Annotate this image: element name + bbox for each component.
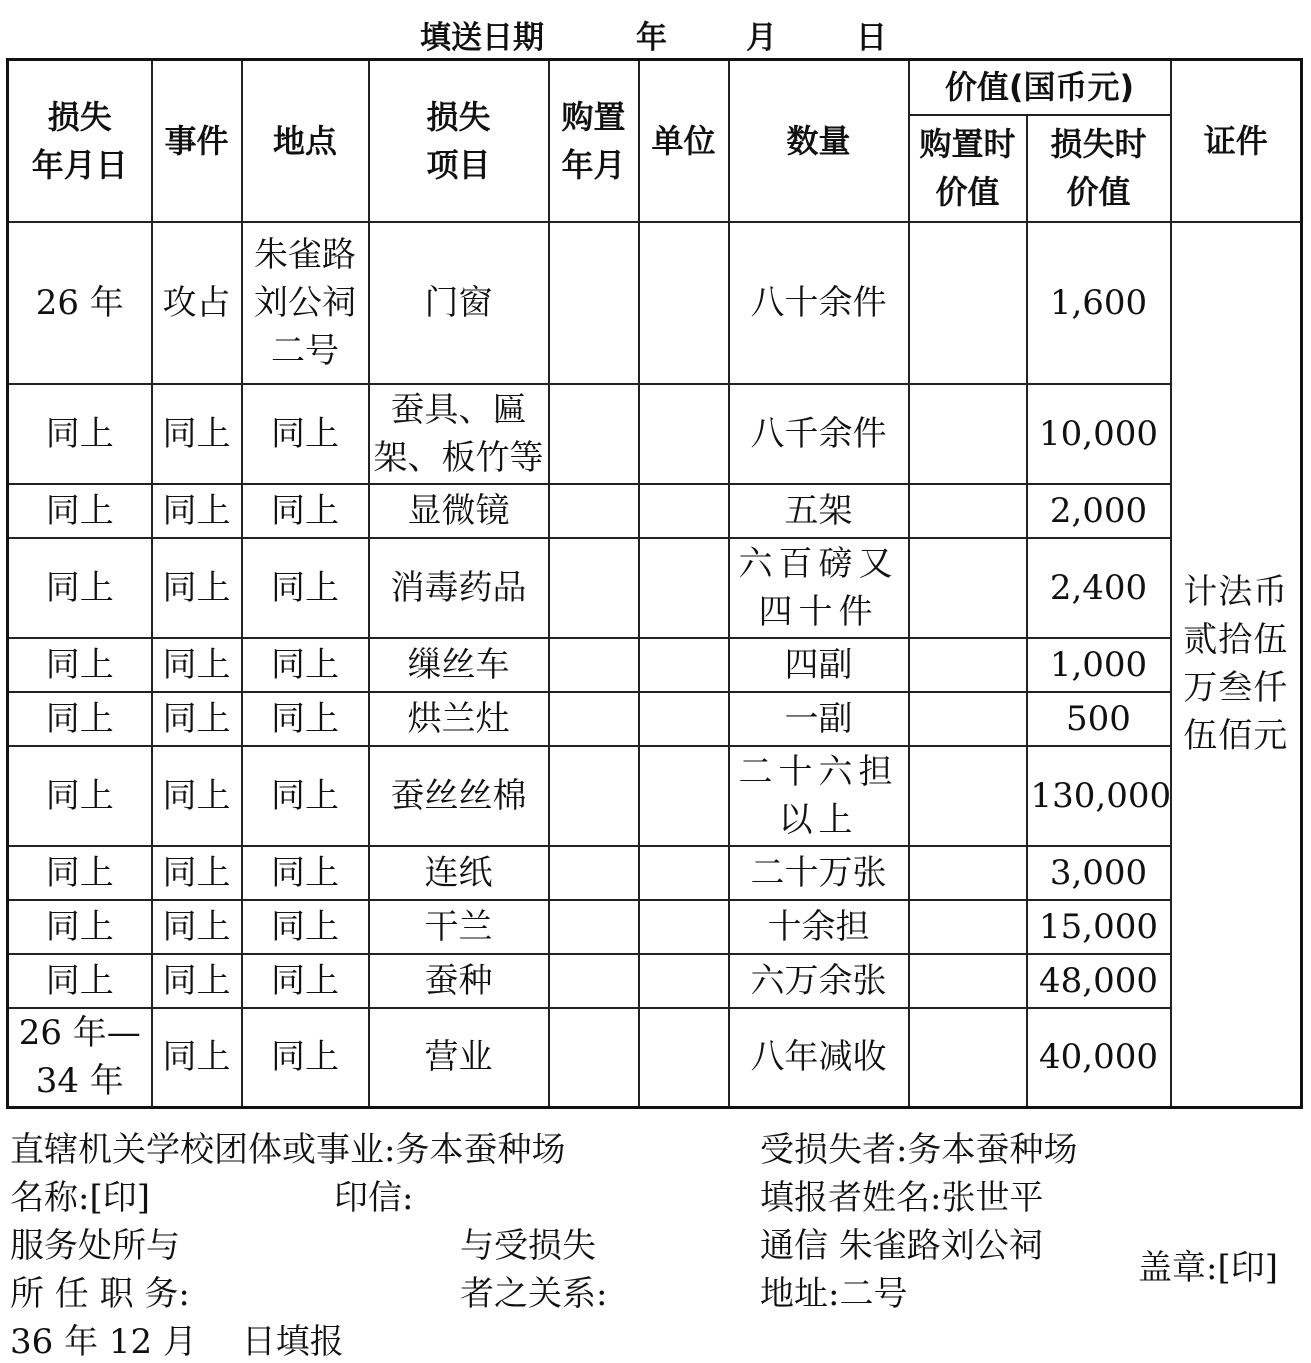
table-row xyxy=(8,846,1302,900)
cell-item: 蚕丝丝棉 xyxy=(369,746,549,846)
cell-event: 同上 xyxy=(152,900,242,954)
cell-place: 同上 xyxy=(242,692,369,746)
cell-purchase-value xyxy=(909,484,1027,538)
address2-label: 地址:二号 xyxy=(760,1274,908,1314)
header-row-1 xyxy=(8,60,1302,115)
cell-purchase-value xyxy=(909,638,1027,692)
fill-date-label: 填送日期 xyxy=(420,20,544,56)
cell-certificate: 计法币贰拾伍万叁仟伍佰元 xyxy=(1171,222,1302,1108)
table-row xyxy=(8,1008,1302,1108)
cell-purchase-value xyxy=(909,692,1027,746)
cell-quantity: 五架 xyxy=(729,484,909,538)
cell-date: 26 年 xyxy=(8,222,152,384)
cell-date: 同上 xyxy=(8,384,152,484)
day-label: 日 xyxy=(856,20,887,56)
cell-loss-value: 40,000 xyxy=(1027,1008,1171,1108)
table-row xyxy=(8,538,1302,638)
cell-event: 攻占 xyxy=(152,222,242,384)
cell-item: 缫丝车 xyxy=(369,638,549,692)
cell-purchase-value xyxy=(909,900,1027,954)
col-value-group: 价值(国币元) xyxy=(909,60,1171,115)
loss-report-table xyxy=(6,58,1303,1109)
table-row xyxy=(8,900,1302,954)
cell-quantity: 二十万张 xyxy=(729,846,909,900)
cell-purchase-date xyxy=(549,846,639,900)
cell-item: 营业 xyxy=(369,1008,549,1108)
cell-event: 同上 xyxy=(152,384,242,484)
relation2-label: 者之关系: xyxy=(460,1274,608,1314)
table-row xyxy=(8,384,1302,484)
cell-event: 同上 xyxy=(152,846,242,900)
cell-purchase-date xyxy=(549,692,639,746)
col-certificate: 证件 xyxy=(1171,60,1302,222)
cell-event: 同上 xyxy=(152,484,242,538)
cell-quantity: 二十六担以上 xyxy=(729,746,909,846)
cell-purchase-value xyxy=(909,538,1027,638)
cell-purchase-date xyxy=(549,1008,639,1108)
cell-purchase-date xyxy=(549,746,639,846)
cell-place: 同上 xyxy=(242,484,369,538)
cell-quantity: 十余担 xyxy=(729,900,909,954)
cell-purchase-date xyxy=(549,222,639,384)
cell-unit xyxy=(639,384,729,484)
cell-quantity: 四副 xyxy=(729,638,909,692)
table-row xyxy=(8,746,1302,846)
table-row xyxy=(8,484,1302,538)
victim-label: 受损失者:务本蚕种场 xyxy=(760,1130,1078,1170)
cell-loss-value: 130,000 xyxy=(1027,746,1171,846)
cell-unit xyxy=(639,1008,729,1108)
stamp-label: 盖章:[印] xyxy=(1138,1248,1278,1288)
cell-purchase-value xyxy=(909,846,1027,900)
table-row xyxy=(8,954,1302,1008)
table-row xyxy=(8,222,1302,384)
cell-unit xyxy=(639,484,729,538)
cell-unit xyxy=(639,900,729,954)
cell-purchase-date xyxy=(549,638,639,692)
cell-quantity: 八十余件 xyxy=(729,222,909,384)
cell-place: 同上 xyxy=(242,1008,369,1108)
cell-item: 蚕具、匾架、板竹等 xyxy=(369,384,549,484)
col-loss-value: 损失时 价值 xyxy=(1027,115,1171,222)
cell-place: 同上 xyxy=(242,384,369,484)
col-loss-date: 损失 年月日 xyxy=(8,60,152,222)
cell-event: 同上 xyxy=(152,638,242,692)
cell-loss-value: 500 xyxy=(1027,692,1171,746)
cell-quantity: 八千余件 xyxy=(729,384,909,484)
col-quantity: 数量 xyxy=(729,60,909,222)
cell-item: 蚕种 xyxy=(369,954,549,1008)
col-unit: 单位 xyxy=(639,60,729,222)
cell-date: 26 年—34 年 xyxy=(8,1008,152,1108)
cell-loss-value: 2,000 xyxy=(1027,484,1171,538)
cell-date: 同上 xyxy=(8,954,152,1008)
cell-event: 同上 xyxy=(152,538,242,638)
cell-quantity: 六百磅又四十件 xyxy=(729,538,909,638)
cell-purchase-date xyxy=(549,484,639,538)
seal-label: 印信: xyxy=(334,1178,414,1218)
table-row xyxy=(8,638,1302,692)
report-footer xyxy=(0,1118,1311,1362)
col-event: 事件 xyxy=(152,60,242,222)
cell-unit xyxy=(639,692,729,746)
cell-loss-value: 1,000 xyxy=(1027,638,1171,692)
col-purchase-date: 购置 年月 xyxy=(549,60,639,222)
cell-purchase-date xyxy=(549,900,639,954)
fill-date-header xyxy=(0,8,1311,54)
cell-item: 连纸 xyxy=(369,846,549,900)
cell-purchase-date xyxy=(549,538,639,638)
cell-event: 同上 xyxy=(152,692,242,746)
cell-place: 同上 xyxy=(242,846,369,900)
cell-place: 同上 xyxy=(242,538,369,638)
cell-unit xyxy=(639,538,729,638)
relation-label: 与受损失 xyxy=(460,1226,596,1266)
name-label: 名称:[印] xyxy=(10,1178,150,1218)
cell-loss-value: 48,000 xyxy=(1027,954,1171,1008)
cell-purchase-date xyxy=(549,384,639,484)
cell-unit xyxy=(639,638,729,692)
cell-date: 同上 xyxy=(8,746,152,846)
cell-unit xyxy=(639,954,729,1008)
cell-event: 同上 xyxy=(152,954,242,1008)
cell-date: 同上 xyxy=(8,538,152,638)
position-label: 所 任 职 务: xyxy=(10,1274,190,1314)
cell-unit xyxy=(639,846,729,900)
cell-loss-value: 10,000 xyxy=(1027,384,1171,484)
cell-purchase-value xyxy=(909,384,1027,484)
cell-place: 同上 xyxy=(242,900,369,954)
cell-purchase-value xyxy=(909,1008,1027,1108)
address-label: 通信 朱雀路刘公祠 xyxy=(760,1226,1043,1266)
cell-unit xyxy=(639,222,729,384)
cell-date: 同上 xyxy=(8,638,152,692)
cell-date: 同上 xyxy=(8,692,152,746)
cell-place: 同上 xyxy=(242,954,369,1008)
cell-quantity: 一副 xyxy=(729,692,909,746)
cell-place: 同上 xyxy=(242,746,369,846)
reporter-label: 填报者姓名:张世平 xyxy=(760,1178,1044,1218)
cell-quantity: 八年减收 xyxy=(729,1008,909,1108)
cell-loss-value: 3,000 xyxy=(1027,846,1171,900)
org-label: 直辖机关学校团体或事业:务本蚕种场 xyxy=(10,1130,566,1170)
cell-unit xyxy=(639,746,729,846)
cell-item: 烘兰灶 xyxy=(369,692,549,746)
cell-purchase-value xyxy=(909,746,1027,846)
cell-quantity: 六万余张 xyxy=(729,954,909,1008)
cell-item: 显微镜 xyxy=(369,484,549,538)
cell-purchase-value xyxy=(909,222,1027,384)
month-label: 月 xyxy=(746,20,777,56)
cell-purchase-value xyxy=(909,954,1027,1008)
cell-event: 同上 xyxy=(152,746,242,846)
cell-place: 同上 xyxy=(242,638,369,692)
table-row xyxy=(8,692,1302,746)
col-purchase-value: 购置时 价值 xyxy=(909,115,1027,222)
cell-loss-value: 1,600 xyxy=(1027,222,1171,384)
cell-item: 门窗 xyxy=(369,222,549,384)
cell-item: 消毒药品 xyxy=(369,538,549,638)
date-label: 36 年 12 月 日填报 xyxy=(10,1322,344,1362)
cell-date: 同上 xyxy=(8,484,152,538)
cell-loss-value: 2,400 xyxy=(1027,538,1171,638)
cell-date: 同上 xyxy=(8,900,152,954)
cell-place: 朱雀路刘公祠二号 xyxy=(242,222,369,384)
cell-item: 干兰 xyxy=(369,900,549,954)
cell-date: 同上 xyxy=(8,846,152,900)
year-label: 年 xyxy=(636,20,667,56)
cell-loss-value: 15,000 xyxy=(1027,900,1171,954)
office-label: 服务处所与 xyxy=(10,1226,180,1266)
cell-purchase-date xyxy=(549,954,639,1008)
col-item: 损失 项目 xyxy=(369,60,549,222)
col-place: 地点 xyxy=(242,60,369,222)
cell-event: 同上 xyxy=(152,1008,242,1108)
